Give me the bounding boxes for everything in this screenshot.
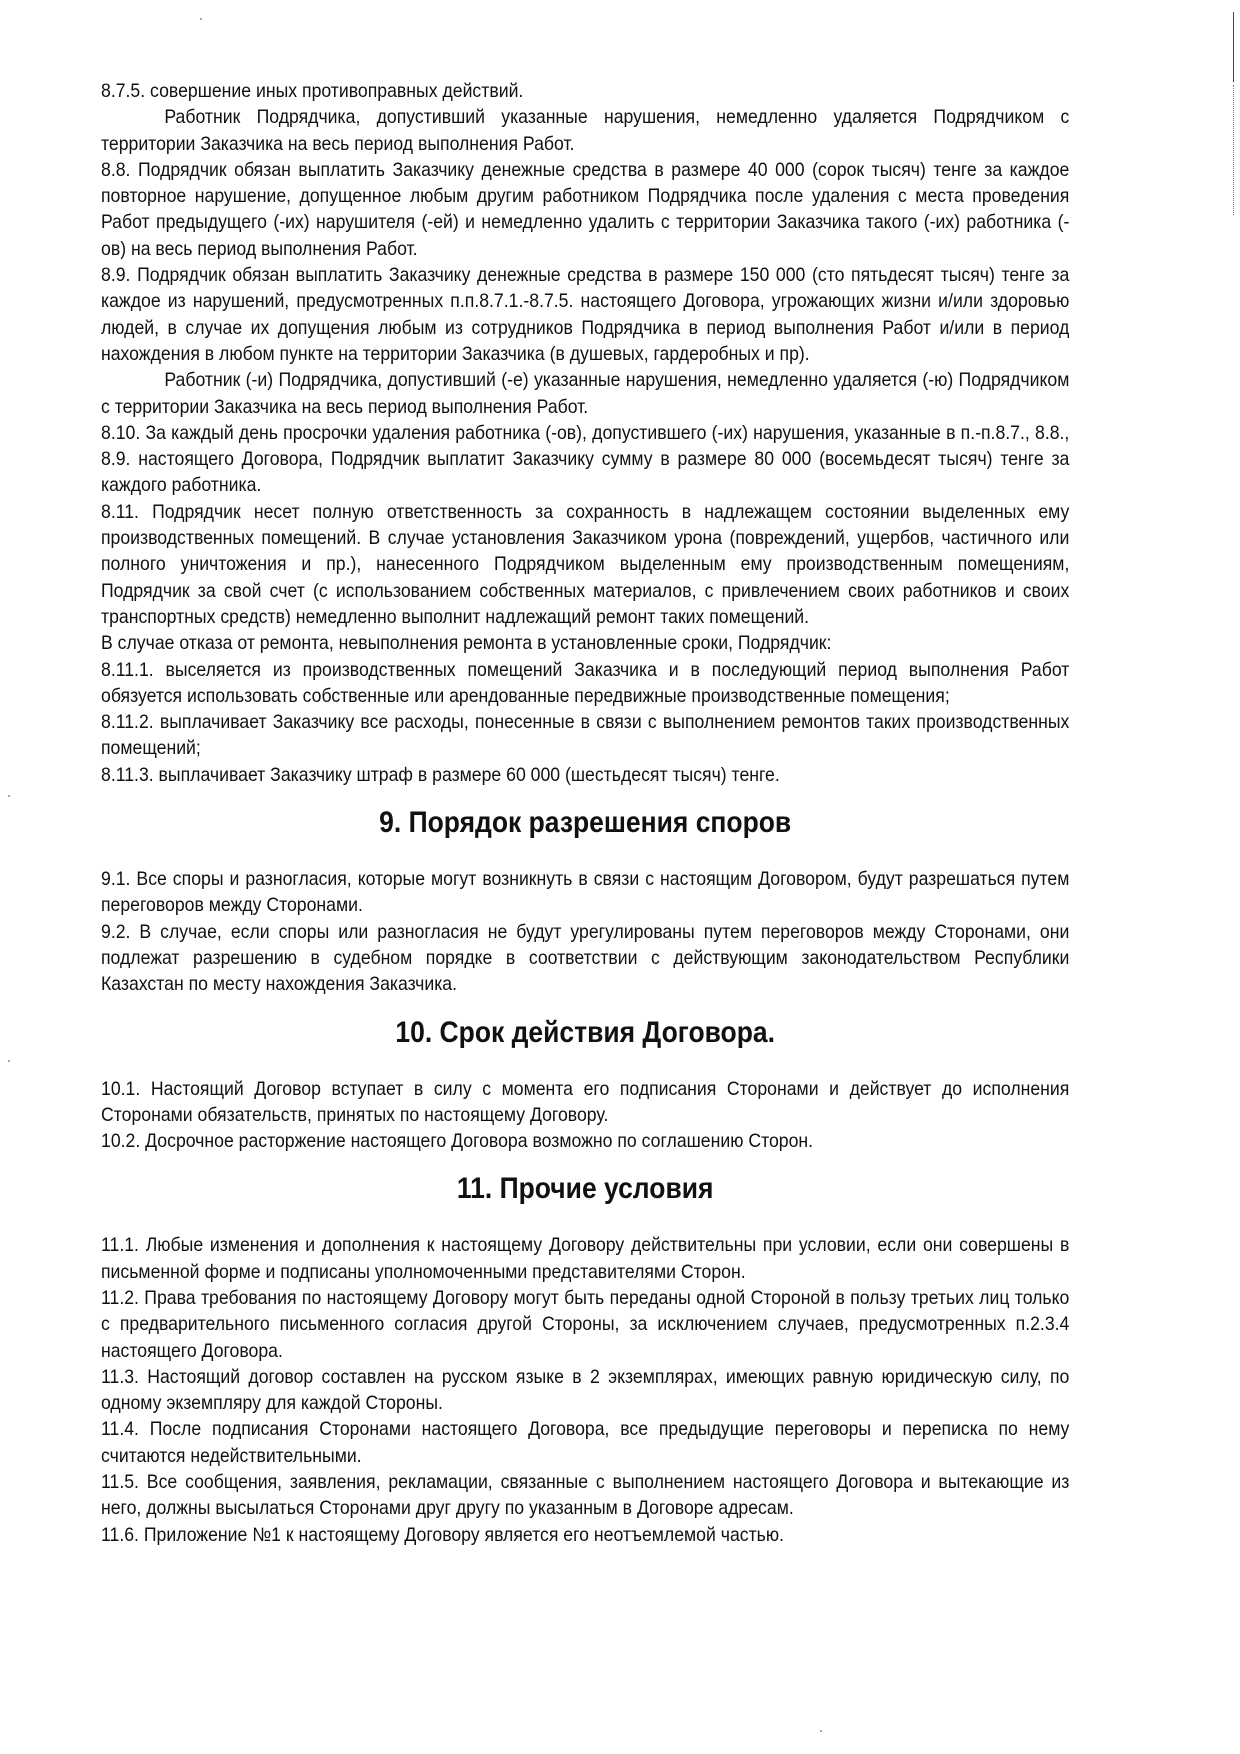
scan-speck — [200, 18, 202, 20]
scan-speck — [8, 795, 10, 797]
clause-11-1: 11.1. Любые изменения и дополнения к настоящему Договору действительны при условии, если они совершены в письменной форме и подписаны уполномоченными представителями Сторон. — [101, 1234, 1070, 1283]
clause-8-11-3: 8.11.3. выплачивает Заказчику штраф в размере 60 000 (шестьдесят тысяч) тенге. — [101, 763, 780, 786]
clause-8-8: 8.8. Подрядчик обязан выплатить Заказчику денежные средства в размере 40 000 (сорок тысяч) тенге за каждое повторное нарушение, допущенное любым другим работником Подрядчика после удаления с места проведения Работ предыдущего (-их) нарушителя (-ей) и немедленно удалить с территории Заказчика такого (-их) работника (-ов) на весь период выполнения Работ. — [101, 158, 1070, 260]
clause-11-3: 11.3. Настоящий договор составлен на русском языке в 2 экземплярах, имеющих равную юридическую силу, по одному экземпляру для каждой Стороны. — [101, 1365, 1070, 1415]
section-10-heading: 10. Срок действия Договора. — [395, 1016, 775, 1049]
section-9-heading: 9. Порядок разрешения споров — [379, 807, 792, 840]
section-11-heading: 11. Прочие условия — [456, 1173, 714, 1206]
clause-9-2: 9.2. В случае, если споры или разногласия не будут урегулированы путем переговоров между Сторонами, они подлежат разрешению в судебном порядке в соответствии с действующим законодательством Республики Казахстан по месту нахождения Заказчика. — [101, 920, 1070, 996]
clause-10-2: 10.2. Досрочное расторжение настоящего Договора возможно по соглашению Сторон. — [101, 1130, 814, 1153]
clause-8-7-5: 8.7.5. совершение иных противоправных действий. — [101, 80, 524, 102]
clause-8-11-refusal: В случае отказа от ремонта, невыполнения ремонта в установленные сроки, Подрядчик: — [101, 632, 832, 655]
clause-8-10: 8.10. За каждый день просрочки удаления работника (-ов), допустившего (-их) нарушения, указанные в п.-п.8.7., 8.8., 8.9. настоящего Договора, Подрядчик выплатит Заказчику сумму в размере 80 000 (восемьдесят тысяч) тенге за каждого работника. — [101, 421, 1070, 497]
clause-10-1: 10.1. Настоящий Договор вступает в силу с момента его подписания Сторонами и действует до исполнения Сторонами обязательств, принятых по настоящему Договору. — [101, 1077, 1070, 1126]
clause-8-9-note: Работник (-и) Подрядчика, допустивший (-е) указанные нарушения, немедленно удаляется (-ю) Подрядчиком с территории Заказчика на весь период выполнения Работ. — [101, 369, 1070, 418]
scan-edge-mark — [1233, 12, 1234, 82]
clause-8-7-5-note: Работник Подрядчика, допустивший указанные нарушения, немедленно удаляется Подрядчиком с территории Заказчика на весь период выполнения Работ. — [101, 106, 1070, 155]
clause-8-9: 8.9. Подрядчик обязан выплатить Заказчику денежные средства в размере 150 000 (сто пятьдесят тысяч) тенге за каждое из нарушений, предусмотренных п.п.8.7.1.-8.7.5. настоящего Договора, угрожающих жизни и/или здоровью людей, в случае их допущения любым из сотрудников Подрядчика в период выполнения Работ и/или в период нахождения в любом пункте на территории Заказчика (в душевых, гардеробных и пр). — [101, 264, 1070, 365]
clause-11-5: 11.5. Все сообщения, заявления, рекламации, связанные с выполнением настоящего Договора и вытекающие из него, должны высылаться Сторонами друг другу по указанным в Договоре адресам. — [101, 1471, 1070, 1520]
clause-11-4: 11.4. После подписания Сторонами настоящего Договора, все предыдущие переговоры и переписка по нему считаются недействительными. — [101, 1418, 1070, 1467]
clause-8-11-1: 8.11.1. выселяется из производственных помещений Заказчика и в последующий период выполнения Работ обязуется использовать собственные или арендованные передвижные производственные помещения; — [101, 658, 1070, 707]
clause-9-1: 9.1. Все споры и разногласия, которые могут возникнуть в связи с настоящим Договором, будут разрешаться путем переговоров между Сторонами. — [101, 868, 1070, 917]
clause-11-6: 11.6. Приложение №1 к настоящему Договору является его неотъемлемой частью. — [101, 1523, 785, 1546]
clause-8-11: 8.11. Подрядчик несет полную ответственность за сохранность в надлежащем состоянии выделенных ему производственных помещений. В случае установления Заказчиком урона (повреждений, ущербов, частичного или полного уничтожения и пр.), нанесенного Подрядчиком выделенным ему производственным помещениям, Подрядчик за свой счет (с использованием собственных материалов, с привлечением своих работников и своих транспортных средств) немедленно выполнит надлежащий ремонт таких помещений. — [101, 500, 1070, 628]
contract-page — [101, 78, 1069, 1548]
scan-speck — [820, 1730, 822, 1732]
scan-edge-mark-dotted — [1233, 85, 1235, 215]
clause-11-2: 11.2. Права требования по настоящему Договору могут быть переданы одной Стороной в пользу третьих лиц только с предварительного письменного согласия другой Стороны, за исключением случаев, предусмотренных п.2.3.4 настоящего Договора. — [101, 1286, 1070, 1362]
clause-8-11-2: 8.11.2. выплачивает Заказчику все расходы, понесенные в связи с выполнением ремонтов таких производственных помещений; — [101, 711, 1070, 760]
scan-speck — [8, 1060, 10, 1062]
